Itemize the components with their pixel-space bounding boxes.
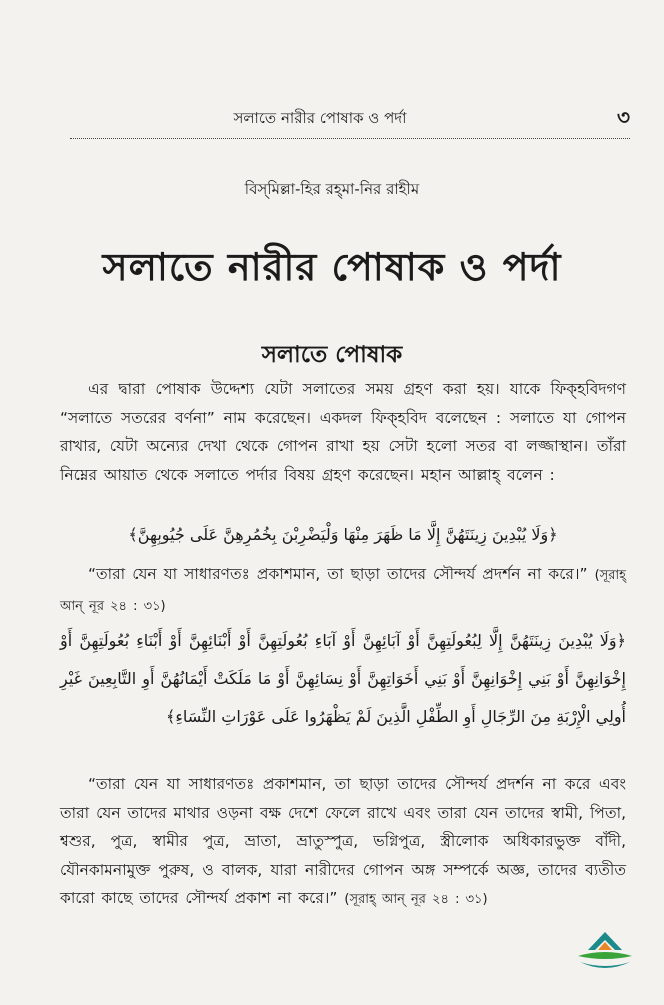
translation-2-text: “তারা যেন যা সাধারণতঃ প্রকাশমান, তা ছাড়া তাদের সৌন্দর্য প্রদর্শন না করে এবং তারা যেন তাদের মাথার ওড়না বক্ষ দেশে ফেলে রাখে এবং তারা যেন তাদের স্বামী, পিতা, শ্বশুর, পুত্র, স্বামীর পুত্র, ভ্রাতা, ভ্রাতুস্পুত্র, ভগ্নিপুত্র, স্ত্রীলোক অধিকারভুক্ত বাঁদী, যৌনকামনামুক্ত পুরুষ, ও বালক, যারা নারীদের গোপন অঙ্গ সম্পর্কে অজ্ঞ, তাদের ব্যতীত কারো কাছে তাদের সৌন্দর্য প্রকাশ না করে।” xyxy=(60,775,626,907)
translation-1-reference: (সূরাহ্‌ আন্‌ নূর ২৪ : ৩১) xyxy=(60,568,626,614)
publisher-logo-icon xyxy=(574,928,636,976)
header-divider xyxy=(70,138,630,139)
translation-1 xyxy=(60,560,626,621)
intro-paragraph: এর দ্বারা পোষাক উদ্দেশ্য যেটা সলাতের সময় গ্রহণ করা হয়। যাকে ফিক্‌হবিদগণ “সলাতে সতরের বর্ণনা” নাম করেছেন। একদল ফিক্‌হবিদ বলেছেন : সলাতে যা গোপন রাখার, যেটা অন্যের দেখা থেকে গোপন রাখা হয় সেটা হলো সতর বা লজ্জাস্থান। তাঁরা নিম্নের আয়াত থেকে সলাতে পর্দার বিষয় গ্রহণ করেছেন। মহান আল্লাহ্‌ বলেন : xyxy=(60,380,626,484)
translation-1-text: “তারা যেন যা সাধারণতঃ প্রকাশমান, তা ছাড়া তাদের সৌন্দর্য প্রদর্শন না করে।” xyxy=(88,565,588,583)
page-number: ৩ xyxy=(616,105,630,129)
translation-2-reference: (সূরাহ্‌ আন্‌ নূর ২৪ : ৩১) xyxy=(344,892,488,907)
running-title: সলাতে নারীর পোষাক ও পর্দা xyxy=(233,109,407,127)
bismillah-line: বিস্‌মিল্লা-হির রহ্‌মা-নির রাহীম xyxy=(244,180,420,198)
running-header xyxy=(70,103,630,135)
chapter-title: সলাতে নারীর পোষাক ও পর্দা xyxy=(102,245,562,289)
quran-verse-2: ﴿وَلَا يُبْدِينَ زِينَتَهُنَّ إِلَّا لِبُعُولَتِهِنَّ أَوْ آبَائِهِنَّ أَوْ آبَاءِ بُعُولَتِهِنَّ أَوْ أَبْنَائِهِنَّ أَوْ أَبْنَاءِ بُعُولَتِهِنَّ أَوْ إِخْوَانِهِنَّ أَوْ بَنِي إِخْوَانِهِنَّ أَوْ بَنِي أَخَوَاتِهِنَّ أَوْ نِسَائِهِنَّ أَوْ مَا مَلَكَتْ أَيْمَانُهُنَّ أَوِ التَّابِعِينَ غَيْرِ أُولِي الْإِرْبَةِ مِنَ الرِّجَالِ أَوِ الطِّفْلِ الَّذِينَ لَمْ يَظْهَرُوا عَلَى عَوْرَاتِ النِّسَاءِ﴾ xyxy=(60,631,626,726)
translation-2 xyxy=(60,770,626,915)
section-title: সলাতে পোষাক xyxy=(261,342,403,368)
quran-verse-1: ﴿وَلَا يُبْدِينَ زِينَتَهُنَّ إِلَّا مَا ظَهَرَ مِنْهَا وَلْيَضْرِبْنَ بِخُمُرِهِنَّ عَلَى جُيُوبِهِنَّ﴾ xyxy=(128,525,558,544)
